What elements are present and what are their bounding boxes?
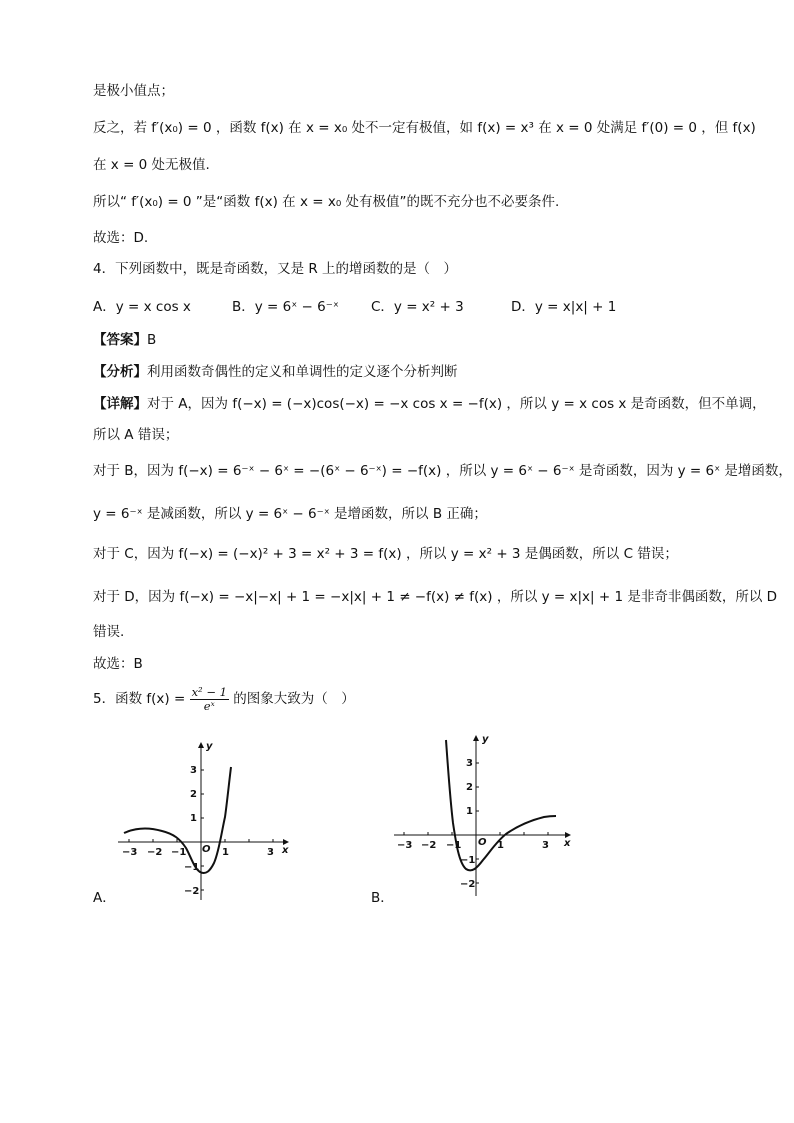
analysis-line [93,362,458,382]
tick-label: 3 [466,758,473,769]
tick-label: −2 [460,879,476,890]
text-line: 在 x = 0 处无极值. [93,157,210,173]
answer-tag: 【答案】 [93,332,147,348]
tick-label: −1 [460,855,476,866]
text-line: 所以“ f′(x₀) = 0 ”是“函数 f(x) 在 x = x₀ 处有极值”的既不充分也不必要条件. [93,194,560,210]
tick-label: −2 [184,886,200,897]
graph-b [388,728,578,903]
text-line: 对于 C，因为 f(−x) = (−x)² + 3 = x² + 3 = f(x) ，所以 y = x² + 3 是偶函数，所以 C 错误； [93,546,678,562]
tick-label: 1 [497,840,504,851]
text-line: 所以 A 错误； [93,427,179,443]
tick-label: −1 [184,862,200,873]
text-line: y = 6⁻ˣ 是减函数，所以 y = 6ˣ − 6⁻ˣ 是增函数，所以 B 正确； [93,506,487,522]
tick-label: −3 [122,847,138,858]
choice-b: B．y = 6ˣ − 6⁻ˣ [232,299,339,315]
question-5 [93,683,355,715]
tick-label: −2 [147,847,163,858]
graph-a-label: A． [93,890,116,906]
tick-label: −2 [421,840,437,851]
q5-suffix: 的图象大致为（ ） [233,691,355,707]
q5-prefix: 5．函数 f(x) = [93,691,186,707]
text-line: 对于 D，因为 f(−x) = −x|−x| + 1 = −x|x| + 1 ≠ −f(x) ≠ f(x) ，所以 y = x|x| + 1 是非奇非偶函数，所以 D [93,589,778,605]
tick-label: 1 [222,847,229,858]
x-axis-label: x [282,845,289,856]
q5-fraction [190,686,229,713]
text-line: 是极小值点； [93,83,174,99]
text-line: 错误. [93,624,125,640]
detail-line [93,394,766,414]
graph-a [110,735,300,905]
tick-label: −1 [446,840,462,851]
analysis-tag: 【分析】 [93,364,147,380]
tick-label: 2 [190,789,197,800]
text-line: 故选：D. [93,230,149,246]
tick-label: −3 [397,840,413,851]
text-line: 对于 B，因为 f(−x) = 6⁻ˣ − 6ˣ = −(6ˣ − 6⁻ˣ) = −f(x) ，所以 y = 6ˣ − 6⁻ˣ 是奇函数，因为 y = 6ˣ 是增函数， [93,463,792,479]
answer-value: B [147,332,157,348]
analysis-text: 利用函数奇偶性的定义和单调性的定义逐个分析判断 [147,364,458,380]
answer-line [93,330,156,350]
y-axis-label: y [206,741,213,752]
q5-numerator: x² − 1 [191,684,227,699]
text-line: 故选：B [93,656,143,672]
tick-label: 2 [466,782,473,793]
choice-c: C．y = x² + 3 [371,299,464,315]
tick-label: −1 [171,847,187,858]
origin-label: O [478,837,487,848]
choice-d: D．y = x|x| + 1 [511,299,617,315]
tick-label: 1 [466,806,473,817]
tick-label: 3 [542,840,549,851]
tick-label: 3 [190,765,197,776]
detail-text: 对于 A，因为 f(−x) = (−x)cos(−x) = −x cos x = −f(x) ，所以 y = x cos x 是奇函数，但不单调， [147,396,766,412]
x-axis-label: x [564,838,571,849]
tick-label: 1 [190,813,197,824]
graph-b-label: B． [371,890,394,906]
origin-label: O [202,844,211,855]
question-4: 4．下列函数中，既是奇函数，又是 R 上的增函数的是（ ） [93,261,458,277]
y-axis-label: y [482,734,489,745]
detail-tag: 【详解】 [93,396,147,412]
text-line: 反之，若 f′(x₀) = 0 ，函数 f(x) 在 x = x₀ 处不一定有极值，如 f(x) = x³ 在 x = 0 处满足 f′(0) = 0 ，但 f(x) [93,120,756,136]
tick-label: 3 [267,847,274,858]
q5-denominator: eˣ [203,698,215,713]
choice-a: A．y = x cos x [93,299,191,315]
